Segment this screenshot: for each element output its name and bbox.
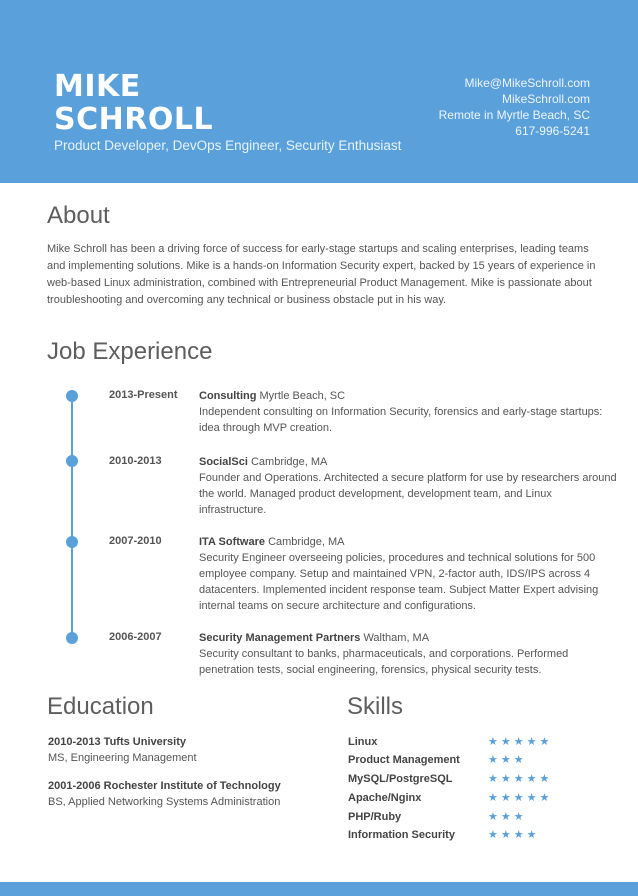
skill-name: PHP/Ruby	[348, 811, 402, 823]
job-company: SocialSci	[199, 456, 248, 468]
star-rating-icon: ★★★	[488, 754, 527, 766]
education-heading: 2001-2006 Rochester Institute of Technology	[48, 780, 281, 792]
star-rating-icon: ★★★★★	[488, 792, 553, 804]
skill-row	[348, 792, 588, 808]
job-location: Myrtle Beach, SC	[259, 390, 346, 402]
education-degree: BS, Applied Networking Systems Administration	[48, 796, 281, 808]
star-rating-icon: ★★★★★	[488, 736, 553, 748]
star-rating-icon: ★★★★	[488, 829, 540, 841]
about-text: Mike Schroll has been a driving force of success for early-stage startups and scaling enterprises, leading teams and implementing solutions. Mike is a hands-on Information Security expert, backed by 15 years of experience in web-based Linux administration, combined with Entrepreneurial Product Management. Mike is passionate about troubleshooting and overcoming any technical or business obstacle put in his way.	[47, 243, 596, 306]
job-location: Cambridge, MA	[268, 536, 345, 548]
star-rating-icon: ★★★★★	[488, 773, 553, 785]
skill-name: MySQL/PostgreSQL	[348, 773, 453, 785]
job-description: Security Engineer overseeing policies, procedures and technical solutions for 500 employee company. Setup and maintained VPN, 2-factor auth, IDS/IPS across 4 datacenters. Implemented incident response team. Subject Matter Expert advising internal teams on secure architecture and configurations.	[199, 552, 599, 612]
header-banner	[0, 0, 638, 183]
job-company: ITA Software	[199, 536, 266, 548]
skill-row	[348, 754, 588, 770]
timeline-dot	[66, 455, 78, 467]
job-dates: 2007-2010	[109, 535, 162, 547]
footer-bar	[0, 882, 638, 896]
education-heading: 2010-2013 Tufts University	[48, 736, 186, 748]
skills-title: Skills	[347, 693, 404, 720]
skill-row	[348, 736, 588, 752]
skill-row	[348, 773, 588, 789]
education-degree: MS, Engineering Management	[48, 752, 197, 764]
education-title: Education	[47, 693, 154, 720]
contact-location: Remote in Myrtle Beach, SC	[438, 108, 590, 122]
job-entry	[199, 388, 619, 436]
job-entry	[199, 534, 619, 614]
tagline: Product Developer, DevOps Engineer, Security Enthusiast	[54, 138, 402, 153]
about-title: About	[47, 202, 110, 229]
job-dates: 2010-2013	[109, 455, 162, 467]
job-dates: 2013-Present	[109, 389, 178, 401]
contact-block	[439, 75, 590, 139]
skill-row	[348, 829, 588, 845]
candidate-name	[54, 70, 213, 136]
star-rating-icon: ★★★	[488, 811, 527, 823]
job-description: Security consultant to banks, pharmaceuticals, and corporations. Performed penetration tests, social engineering, forensics, physical security tests.	[199, 648, 569, 676]
job-company: Security Management Partners	[199, 632, 361, 644]
skill-name: Linux	[348, 736, 378, 748]
job-dates: 2006-2007	[109, 631, 162, 643]
job-company: Consulting	[199, 390, 257, 402]
job-location: Cambridge, MA	[250, 456, 328, 468]
timeline-dot	[66, 632, 78, 644]
job-entry	[199, 454, 619, 518]
job-description: Founder and Operations. Architected a secure platform for use by researchers around the world. Managed product development, development team, and Linux infrastructure.	[199, 472, 617, 516]
job-location: Waltham, MA	[363, 632, 430, 644]
timeline-line	[71, 394, 73, 640]
skill-name: Information Security	[348, 829, 455, 841]
timeline-dot	[66, 390, 78, 402]
job-description: Independent consulting on Information Security, forensics and early-stage startups: idea through MVP creation.	[199, 406, 603, 434]
skill-row	[348, 811, 588, 827]
experience-title: Job Experience	[47, 338, 213, 365]
last-name: SCHROLL	[54, 102, 214, 137]
skill-name: Product Management	[348, 754, 460, 766]
contact-phone: 617-996-5241	[515, 124, 590, 138]
job-entry	[199, 630, 619, 678]
contact-website[interactable]: MikeSchroll.com	[501, 92, 590, 106]
timeline-dot	[66, 536, 78, 548]
skill-name: Apache/Nginx	[348, 792, 422, 804]
first-name: MIKE	[54, 69, 141, 104]
contact-email[interactable]: Mike@MikeSchroll.com	[464, 76, 590, 90]
